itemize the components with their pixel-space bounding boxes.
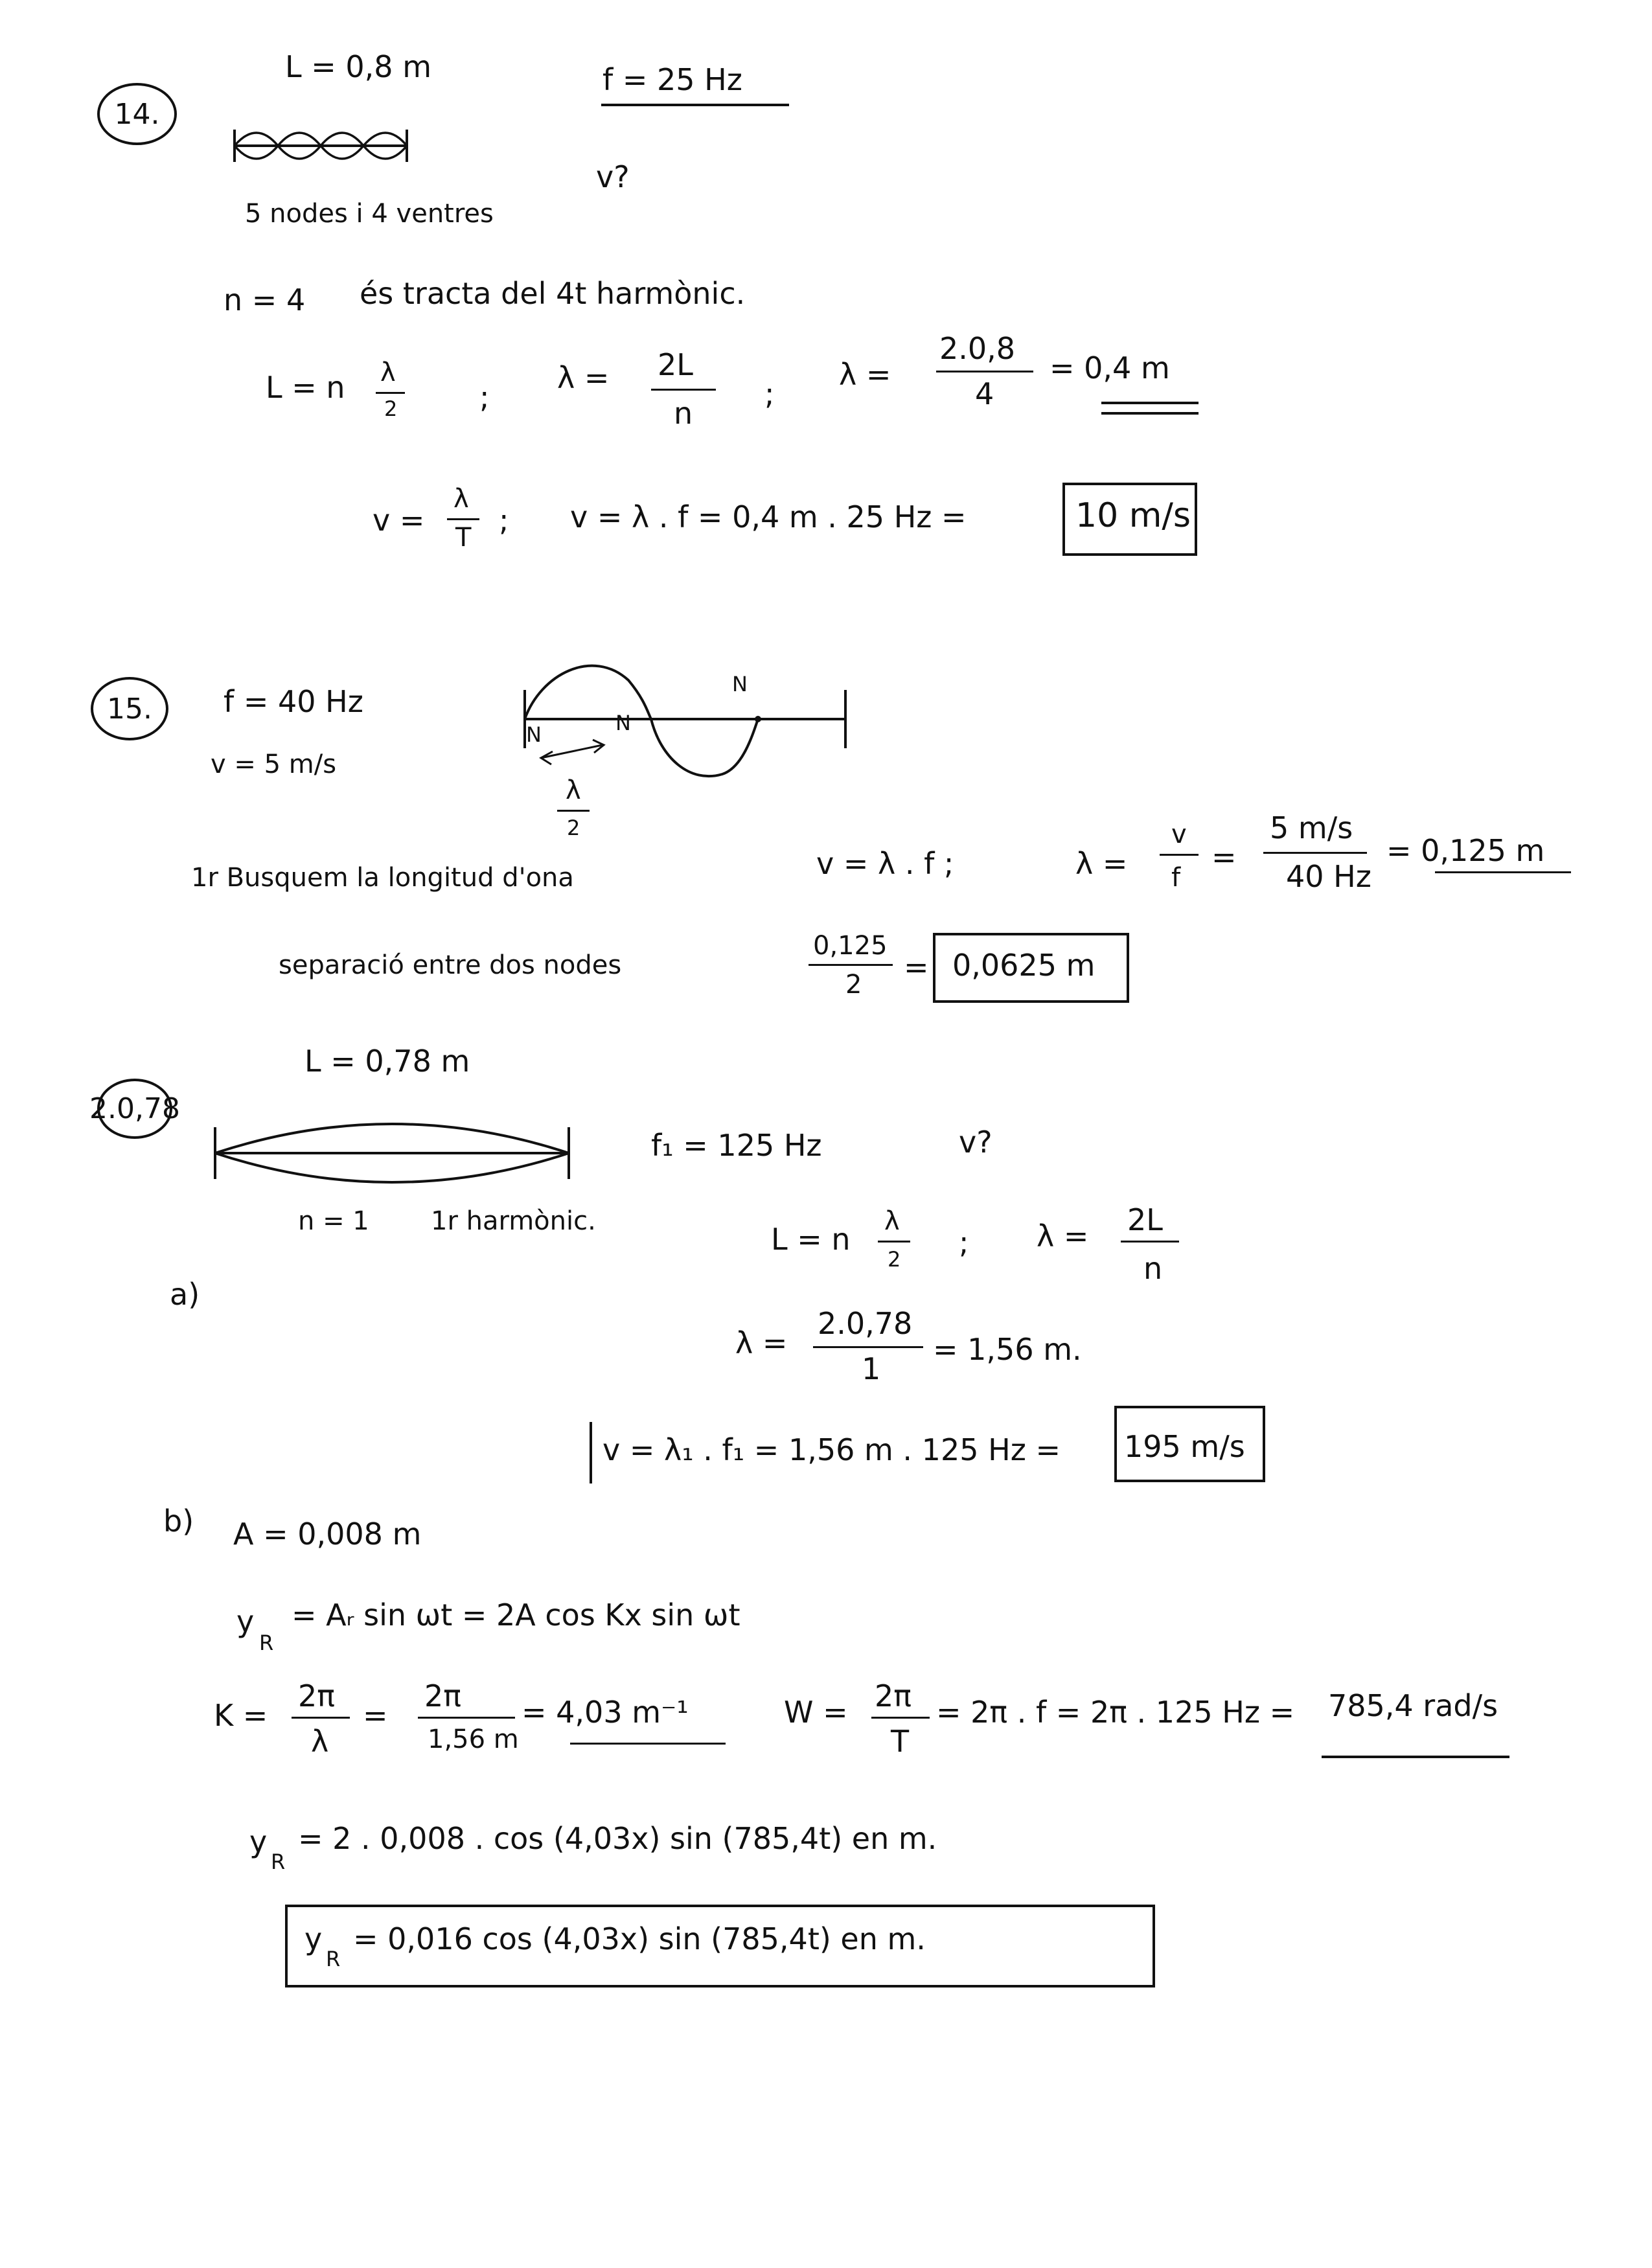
p16-part-b: b) bbox=[163, 1504, 194, 1539]
p16-part-a: a) bbox=[170, 1277, 200, 1312]
problem-14-number-text: 14. bbox=[114, 97, 160, 131]
p15-sep-eq: = bbox=[904, 950, 929, 985]
p15-v-num: v bbox=[1171, 819, 1187, 849]
p15-f-den: f bbox=[1171, 863, 1181, 893]
p14-lambda-eq2: λ = bbox=[839, 357, 891, 392]
problem-15-number-text: 15. bbox=[107, 692, 152, 726]
p16-W-answer: 785,4 rad/s bbox=[1328, 1688, 1498, 1723]
p14-v-frac-line bbox=[447, 518, 479, 520]
p14-frac-num: 2.0,8 bbox=[939, 331, 1016, 366]
p15-answer: 0,0625 m bbox=[952, 948, 1096, 983]
problem-16-number bbox=[89, 1079, 180, 1139]
p15-lambda-half-line bbox=[557, 810, 590, 812]
p16-lambda-eq2: λ = bbox=[735, 1325, 788, 1360]
p15-eq1: = bbox=[1211, 840, 1237, 875]
p16-yR3-sub: R bbox=[326, 1947, 341, 1971]
p15-lambda-half-num: λ bbox=[566, 775, 581, 805]
p15-lambda-half-den: 2 bbox=[567, 816, 580, 840]
p14-v-T: T bbox=[455, 523, 472, 553]
p16-frac-num: 2.0,78 bbox=[818, 1306, 913, 1341]
p16-K-2pi: 2π bbox=[298, 1678, 335, 1713]
p14-eq-L: L = n bbox=[266, 370, 345, 405]
p14-v-semi: ; bbox=[499, 503, 509, 538]
p16-eq-two: 2 bbox=[888, 1247, 901, 1272]
p16-n1: n = 1 bbox=[298, 1206, 369, 1236]
p15-frac-num: 5 m/s bbox=[1270, 810, 1353, 845]
p16-velocity-question: v? bbox=[959, 1125, 992, 1160]
p14-v-eq: v = bbox=[373, 503, 425, 538]
p16-length: L = 0,78 m bbox=[304, 1044, 470, 1079]
p14-result-underline bbox=[1101, 402, 1199, 404]
p15-sep-den: 2 bbox=[845, 970, 862, 1000]
p15-wave-figure bbox=[515, 654, 852, 784]
p16-K-eq: K = bbox=[214, 1698, 268, 1733]
p16-eq-semi: ; bbox=[959, 1225, 969, 1260]
p14-lambda-result: = 0,4 m bbox=[1050, 350, 1170, 385]
p15-search-text: 1r Busquem la longitud d'ona bbox=[191, 863, 574, 893]
p16-2L: 2L bbox=[1127, 1202, 1163, 1237]
p15-vf-line bbox=[1160, 854, 1199, 856]
p14-nodes-ventres: 5 nodes i 4 ventres bbox=[245, 199, 494, 229]
p16-frac-line bbox=[813, 1346, 923, 1348]
p16-frequency: f₁ = 125 Hz bbox=[651, 1128, 822, 1163]
p16-yR-line: = Aᵣ sin ωt = 2A cos Kx sin ωt bbox=[292, 1598, 740, 1632]
p14-frequency-underline bbox=[601, 104, 789, 106]
p14-result-underline-2 bbox=[1101, 412, 1199, 415]
p16-y-line: = 2 . 0,008 . cos (4,03x) sin (785,4t) en m. bbox=[298, 1821, 937, 1856]
p15-node-N-2: N bbox=[615, 711, 631, 735]
p16-K-den: 1,56 m bbox=[428, 1724, 519, 1754]
p16-n-den: n bbox=[1143, 1251, 1163, 1286]
problem-16-number-text: 2.0,78 bbox=[89, 1092, 180, 1125]
p16-K-eq2: = bbox=[363, 1698, 388, 1733]
p16-lambda-eq: λ = bbox=[1037, 1219, 1089, 1254]
p16-K-result: = 4,03 m⁻¹ bbox=[522, 1695, 689, 1730]
p16-W-eq: W = bbox=[784, 1695, 848, 1730]
p14-length: L = 0,8 m bbox=[285, 49, 432, 84]
p15-frequency: f = 40 Hz bbox=[224, 684, 363, 719]
p15-v-eq: v = λ . f ; bbox=[816, 846, 954, 881]
p14-sep2: ; bbox=[764, 376, 775, 411]
p16-K-frac-line bbox=[292, 1717, 350, 1719]
p14-v-lambda: λ bbox=[453, 484, 469, 514]
p16-eq-lambda: λ bbox=[884, 1206, 900, 1236]
p16-harmonic: 1r harmònic. bbox=[431, 1206, 596, 1236]
p15-velocity: v = 5 m/s bbox=[211, 750, 337, 779]
p16-eq-L: L = n bbox=[771, 1222, 851, 1257]
p14-lambda-eq: λ = bbox=[557, 360, 610, 395]
p15-sep-num: 0,125 bbox=[813, 931, 888, 961]
p16-yR-symbol: y bbox=[236, 1604, 255, 1639]
p16-amplitude: A = 0,008 m bbox=[233, 1517, 422, 1552]
p15-frac-den: 40 Hz bbox=[1286, 859, 1371, 894]
p14-frac-den: 4 bbox=[975, 376, 994, 411]
p14-sep1: ; bbox=[479, 380, 490, 415]
p14-eq-lambda-num: λ bbox=[380, 358, 396, 387]
p14-eq-frac-line bbox=[376, 392, 405, 394]
p16-2L-frac-line bbox=[1121, 1241, 1179, 1243]
p14-n-value: n = 4 bbox=[224, 282, 306, 317]
p16-lambda-result: = 1,56 m. bbox=[933, 1332, 1082, 1367]
p16-W-underline bbox=[1322, 1756, 1509, 1758]
p15-lambda-eq: λ = bbox=[1075, 846, 1128, 881]
p16-K-underline bbox=[570, 1743, 726, 1745]
problem-15-number bbox=[91, 677, 168, 740]
p16-yR2-symbol: y bbox=[249, 1824, 268, 1859]
p16-W-result: = 2π . f = 2π . 125 Hz = bbox=[936, 1695, 1295, 1730]
p15-node-N-3: N bbox=[732, 672, 748, 696]
p16-K-2pi-2: 2π bbox=[424, 1678, 461, 1713]
p14-frequency: f = 25 Hz bbox=[602, 62, 742, 97]
p16-eq-frac-line bbox=[878, 1241, 910, 1243]
p15-separation-text: separació entre dos nodes bbox=[279, 950, 622, 980]
p16-final-equation: = 0,016 cos (4,03x) sin (785,4t) en m. bbox=[353, 1921, 926, 1956]
p16-answer: 195 m/s bbox=[1124, 1429, 1245, 1464]
p16-yR-sub: R bbox=[259, 1631, 274, 1655]
p15-sep-frac-line bbox=[809, 964, 893, 966]
p16-v-line: v = λ₁ . f₁ = 1,56 m . 125 Hz = bbox=[602, 1432, 1061, 1467]
p15-lambda-result: = 0,125 m bbox=[1386, 833, 1545, 868]
p16-yR2-sub: R bbox=[271, 1850, 286, 1874]
p15-frac-line bbox=[1263, 852, 1367, 854]
p14-2L-frac-line bbox=[651, 389, 716, 391]
p14-velocity-question: v? bbox=[596, 159, 630, 194]
p15-node-N-1: N bbox=[526, 722, 542, 747]
p14-v-line: v = λ . f = 0,4 m . 25 Hz = bbox=[570, 499, 967, 534]
p14-n-denominator: n bbox=[674, 396, 693, 431]
p14-frac-line bbox=[936, 371, 1033, 372]
p16-W-T: T bbox=[891, 1724, 910, 1759]
p16-frac-den: 1 bbox=[862, 1351, 881, 1386]
problem-14-number bbox=[97, 83, 177, 145]
p14-standing-wave-figure bbox=[227, 113, 415, 178]
p14-harmonic-text: és tracta del 4t harmònic. bbox=[360, 276, 746, 311]
p16-fundamental-figure bbox=[207, 1101, 583, 1205]
p16-W-2pi: 2π bbox=[875, 1678, 912, 1713]
p14-2L: 2L bbox=[658, 347, 693, 382]
p14-answer: 10 m/s bbox=[1075, 496, 1191, 535]
p16-v-box-left bbox=[590, 1422, 592, 1483]
p16-yR3-symbol: y bbox=[304, 1921, 323, 1956]
p16-K-lambda: λ bbox=[311, 1724, 329, 1759]
p16-K-frac-line-2 bbox=[418, 1717, 515, 1719]
p16-W-frac-line bbox=[871, 1717, 930, 1719]
p14-eq-two: 2 bbox=[384, 396, 398, 421]
p15-result-underline bbox=[1435, 871, 1571, 873]
